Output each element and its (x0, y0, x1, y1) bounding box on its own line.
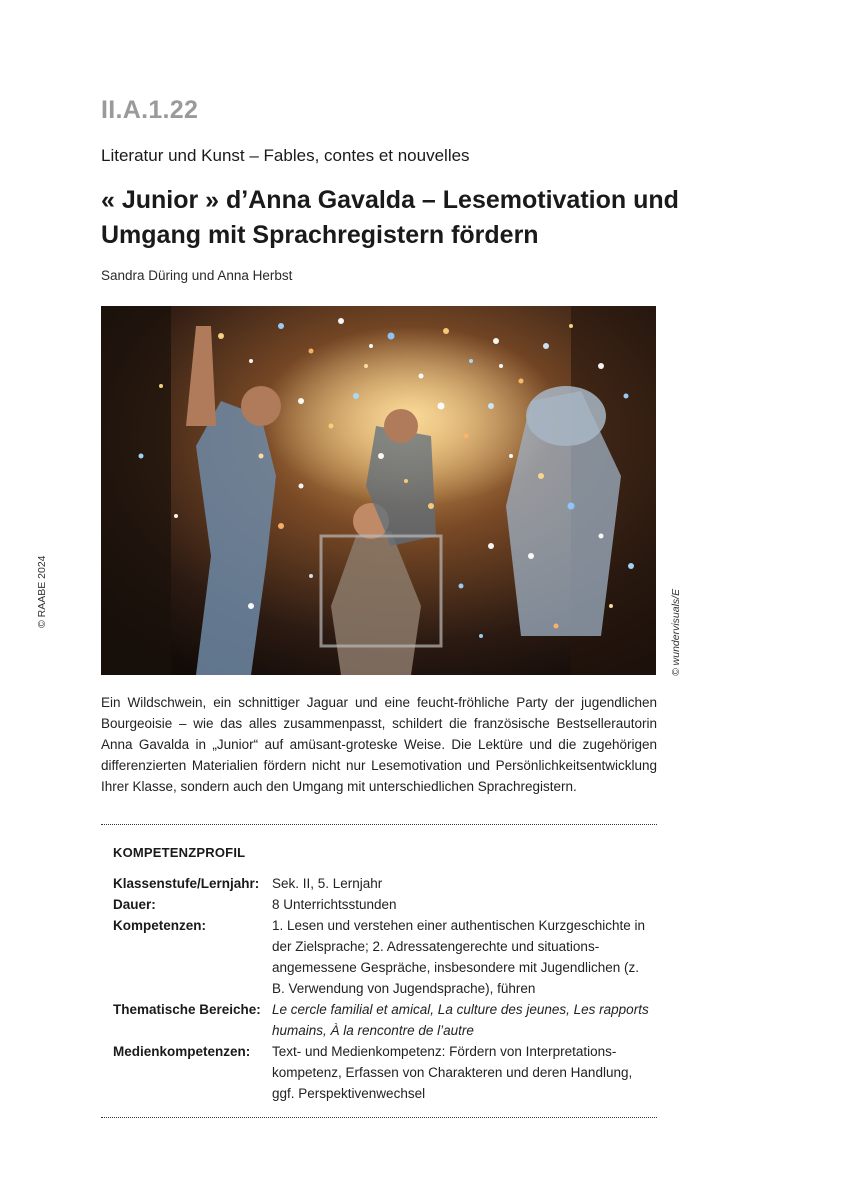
document-code: II.A.1.22 (101, 96, 199, 124)
profile-label: Thematische Bereiche: (113, 1002, 261, 1017)
document-title: « Junior » d’Anna Gavalda – Lesemotivation und Umgang mit Sprachregistern fördern (101, 186, 679, 249)
dotted-divider-top (101, 824, 657, 825)
series-subtitle: Literatur und Kunst – Fables, contes et nouvelles (101, 146, 470, 165)
party-photo (101, 306, 656, 675)
authors: Sandra Düring und Anna Herbst (101, 268, 293, 283)
profile-label: Klassenstufe/Lernjahr: (113, 876, 260, 891)
copyright-note: © RAABE 2024 (36, 555, 48, 628)
profile-row-media (113, 1041, 653, 1104)
profile-row-duration (113, 894, 653, 915)
dotted-divider-bottom (101, 1117, 657, 1118)
profile-row-competences (113, 915, 653, 999)
photo-credit: © wundervisuals/E (670, 588, 682, 676)
profile-label: Dauer: (113, 897, 156, 912)
competence-profile-heading: KOMPETENZPROFIL (113, 845, 246, 860)
profile-row-topics (113, 999, 653, 1041)
profile-value: Sek. II, 5. Lernjahr (272, 876, 383, 891)
profile-label: Medienkompetenzen: (113, 1044, 251, 1059)
profile-row-grade (113, 873, 653, 894)
profile-value: 8 Unterrichtsstunden (272, 897, 397, 912)
profile-label: Kompetenzen: (113, 918, 207, 933)
profile-value: Le cercle familial et amical, La culture des jeunes, Les rapports humains, À la rencontre de l’autre (272, 1002, 649, 1038)
profile-value: Text- und Medienkompetenz: Fördern von Interpretations-kompetenz, Erfassen von Charakteren und deren Handlung, ggf. Perspektivenwechsel (272, 1044, 633, 1101)
competence-profile (113, 873, 653, 1104)
intro-paragraph: Ein Wildschwein, ein schnittiger Jaguar und eine feucht-fröhliche Party der jugendlichen Bourgeoisie – wie das alles zusammenpasst, schildert die französische Bestsellerautorin Anna Gavalda in „Junior“ auf amüsant-groteske Weise. Die Lektüre und die zugehörigen differenzierten Materialien fördern nicht nur Lesemotivation und Persönlichkeitsentwicklung Ihrer Klasse, sondern auch den Umgang mit unterschiedlichen Sprachregistern. (101, 695, 657, 794)
profile-value: 1. Lesen und verstehen einer authentischen Kurzgeschichte in der Zielsprache; 2. Adressatengerechte und situations-angemessene Gespräche, insbesondere mit Jugendlichen (z. B. Verwendung von Jugendsprache), führen (272, 918, 645, 996)
